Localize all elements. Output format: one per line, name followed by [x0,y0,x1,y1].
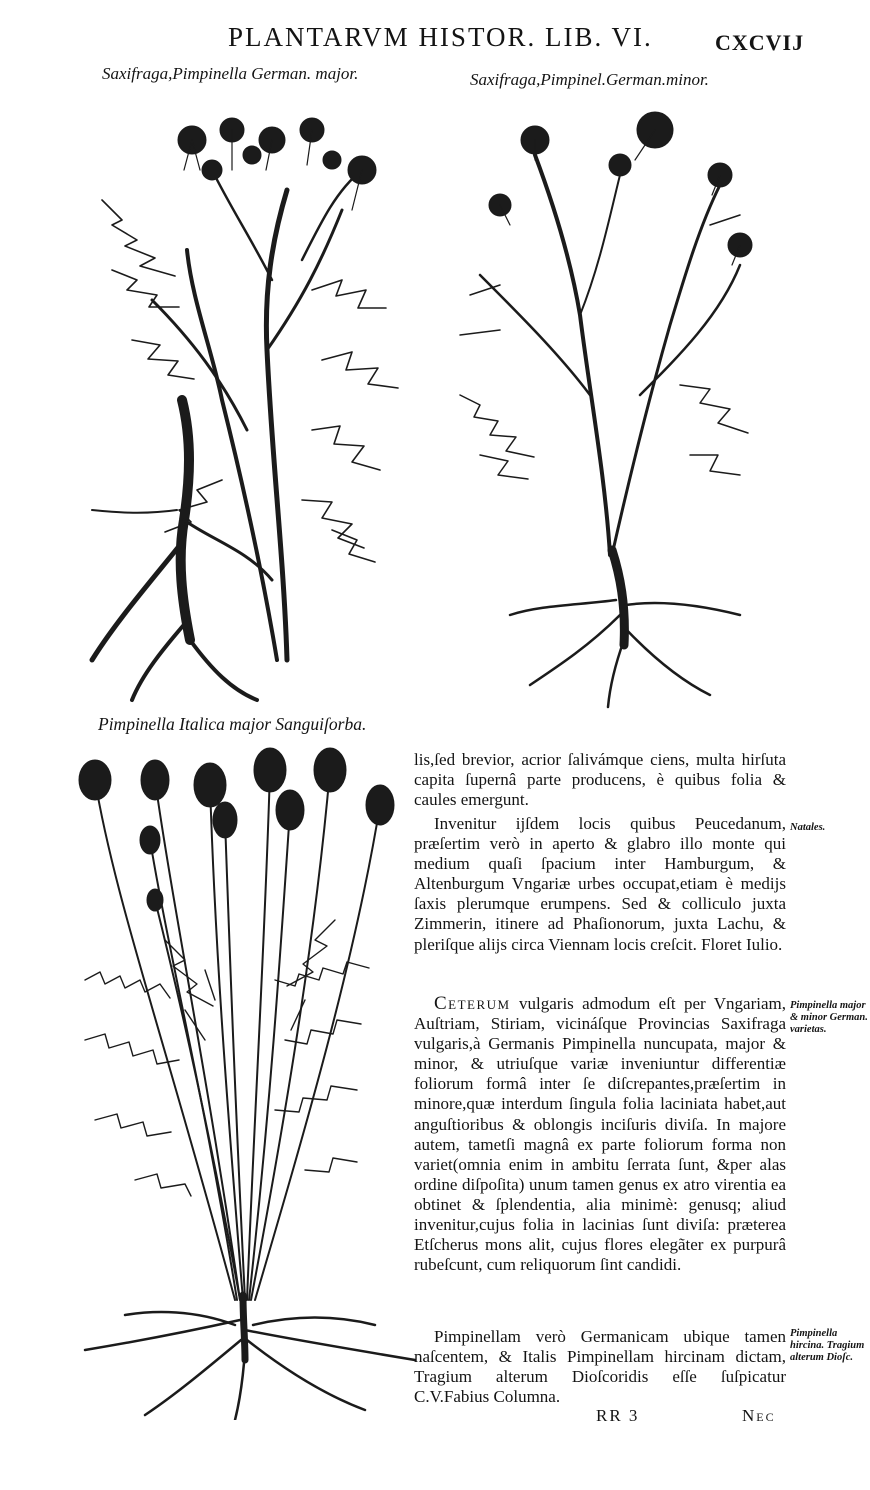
paragraph-text [414,994,786,1275]
folio-number: CXCVIJ [715,30,805,55]
text-paragraph-3 [414,994,786,1275]
figure-caption-1: Saxifraga,Pimpinella German. major. [102,64,359,83]
catchword: Nec [742,1406,776,1425]
text-paragraph-4 [414,1327,786,1407]
text-paragraph-2 [414,814,786,955]
saxifraga-major-woodcut-icon [72,100,422,710]
text-paragraph-1 [414,750,786,810]
marginal-note-varietas: Pimpinella major & minor German. varietas. [790,1000,868,1035]
marginal-note-natales: Natales. [790,822,826,833]
pimpinella-sanguisorba-woodcut-icon [75,740,420,1420]
saxifraga-minor-woodcut-icon [440,95,785,715]
small-caps-lead-word: Ceterum [434,993,511,1014]
figure-caption-2: Saxifraga,Pimpinel.German.minor. [470,70,709,89]
running-head: PLANTARVM HISTOR. LIB. VI. [228,22,653,52]
paragraph-body: vulgaris admodum eſt per Vngariam, Auſtriam, Stiriam, vicináſque Provincias Saxifraga vulgaris,à Germanis Pimpinella nuncupata, major & minor, & utriuſque variæ inveniuntur differentiæ foliorum formâ inter ſe diſcrepantes,præſertim in minore,quæ interdum ſingula folia laciniata habet,aut anguſtioribus & oblongis inciſuris diviſa. In majore autem, tametſi magnâ ex parte foliorum forma non variet(omnia enim in ambitu ſerrata ſunt, &per alas ordine diſpoſita) unum tamen genus ex atro virentia ea obtinet & ſplendentia, alia minimè: genusq; aliud invenitur,cujus folia in lacinias ſunt diviſa: præterea Etſcherus mons alit, cujus flores elegãter ex purpurâ rubeſcunt, cum reliquorum ſint candidi. [414,994,786,1275]
signature-mark: RR 3 [596,1406,640,1425]
paragraph-text: lis,ſed brevior, acrior ſalivámque ciens, multa hirſuta capita ſupernâ parte producens, è quibus folia & caules emergunt. [414,750,786,810]
paragraph-text: Invenitur ijſdem locis quibus Peucedanum, præſertim verò in aperto & glabro illo monte qui medium quaſi ſpacium inter Hamburgum, & Altenburgum Vngariæ urbes occupat,etiam è medijs ſaxis plerumque erumpens. Sed & colliculo juxta Zimmerin, itinere ad Phaſionorum, juxta Lachu, & pleriſque alijs circa Viennam locis creſcit. Floret Iulio. [414,814,786,954]
figure-caption-3: Pimpinella Italica major Sanguiſorba. [98,714,367,734]
paragraph-text: Pimpinellam verò Germanicam ubique tamen naſcentem, & Italis Pimpinellam hircinam dictam, Tragium alterum Dioſcoridis eſſe ſuſpicatur C.V.Fabius Columna. [414,1327,786,1407]
marginal-note-hircina: Pimpinella hircina. Tragium alterum Dioſc. [790,1328,865,1363]
